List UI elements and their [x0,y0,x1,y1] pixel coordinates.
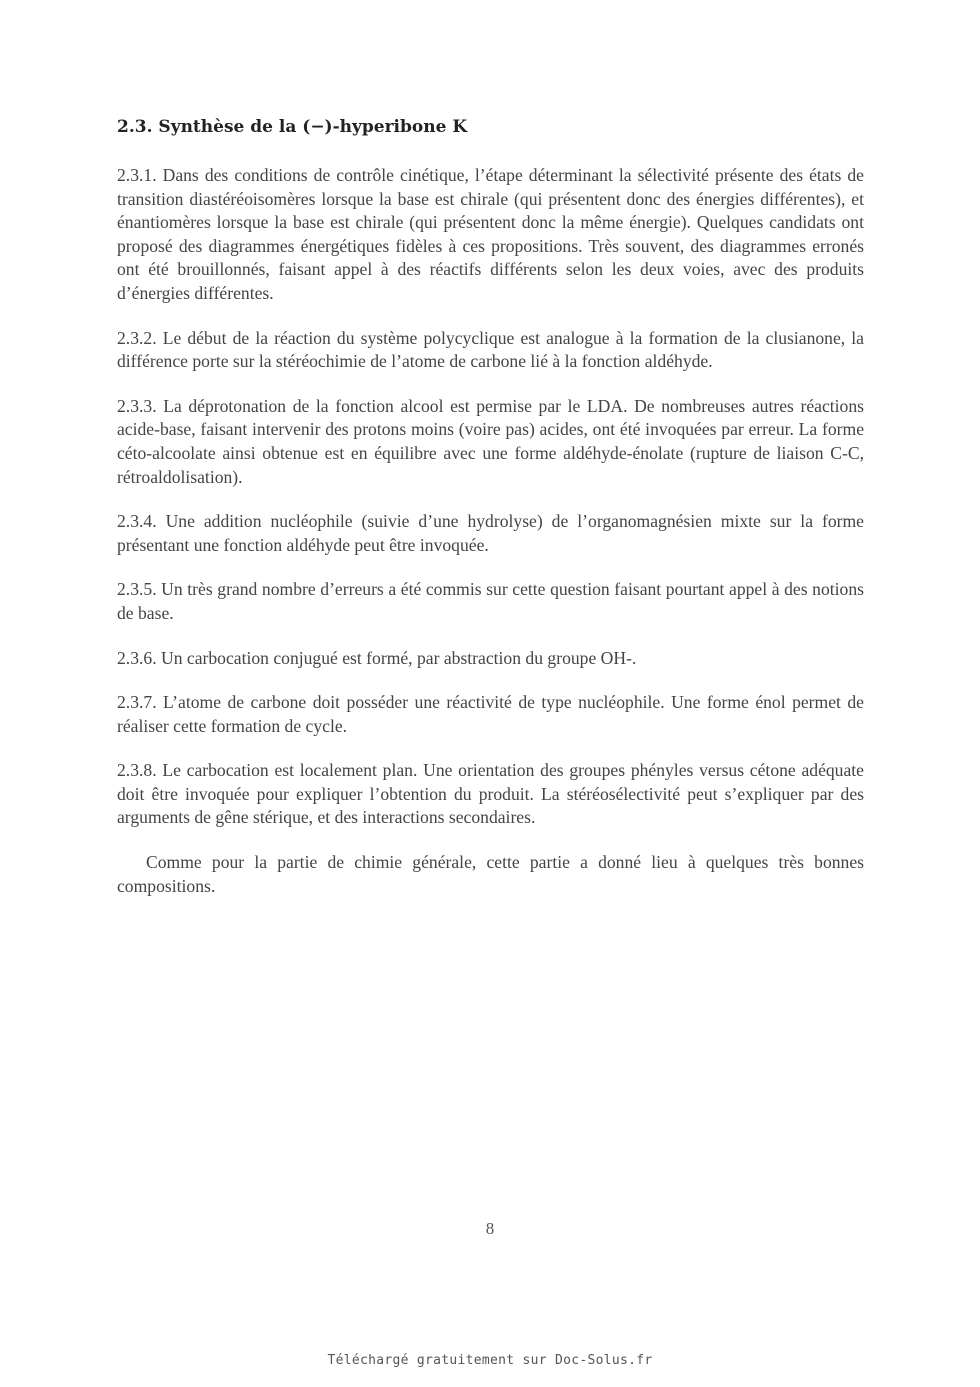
paragraph-2-3-7: 2.3.7. L’atome de carbone doit posséder une réactivité de type nucléophile. Une forme énol permet de réaliser cette formation de cycle. [117,692,864,736]
paragraph-2-3-8: 2.3.8. Le carbocation est localement plan. Une orientation des groupes phényles versus cétone adéquate doit être invoquée pour expliquer l’obtention du produit. La stéréosélectivité peut s’expliquer par des arguments de gêne stérique, et des interactions secondaires. [117,760,864,828]
paragraph-2-3-3: 2.3.3. La déprotonation de la fonction alcool est permise par le LDA. De nombreuses autres réactions acide-base, faisant intervenir des protons moins (voire pas) acides, ont été invoquées par erreur. La forme céto-alcoolate ainsi obtenue est en équilibre avec une forme aldéhyde-énolate (rupture de liaison C-C, rétroaldolisation). [117,395,864,487]
paragraph-2-3-5: 2.3.5. Un très grand nombre d’erreurs a été commis sur cette question faisant pourtant appel à des notions de base. [117,579,864,623]
paragraph-2-3-1: 2.3.1. Dans des conditions de contrôle cinétique, l’étape déterminant la sélectivité présente des états de transition diastéréoisomères lorsque la base est chirale (qui présentent donc des énergies différentes), et énantiomères lorsque la base est chirale (qui présentent donc la même énergie). Quelques candidats ont proposé des diagrammes énergétiques fidèles à ces propositions. Très souvent, des diagrammes erronés ont été brouillonnés, faisant appel à des réactifs différents selon les deux voies, avec des produits d’énergies différentes. [117,165,864,303]
page-number: 8 [485,1219,495,1238]
paragraph-2-3-2: 2.3.2. Le début de la réaction du système polycyclique est analogue à la formation de la clusianone, la différence porte sur la stéréochimie de l’atome de carbone lié à la fonction aldéhyde. [117,327,864,372]
download-footer: Téléchargé gratuitement sur Doc-Solus.fr [327,1353,653,1368]
paragraph-2-3-6: 2.3.6. Un carbocation conjugué est formé, par abstraction du groupe OH-. [117,647,637,668]
section-title: 2.3. Synthèse de la (−)-hyperibone K [117,117,468,137]
document-body [117,114,864,919]
conclusion-paragraph: Comme pour la partie de chimie générale, cette partie a donné lieu à quelques très bonnes compositions. [117,852,864,896]
paragraph-2-3-4: 2.3.4. Une addition nucléophile (suivie d’une hydrolyse) de l’organomagnésien mixte sur la forme présentant une fonction aldéhyde peut être invoquée. [117,511,864,555]
